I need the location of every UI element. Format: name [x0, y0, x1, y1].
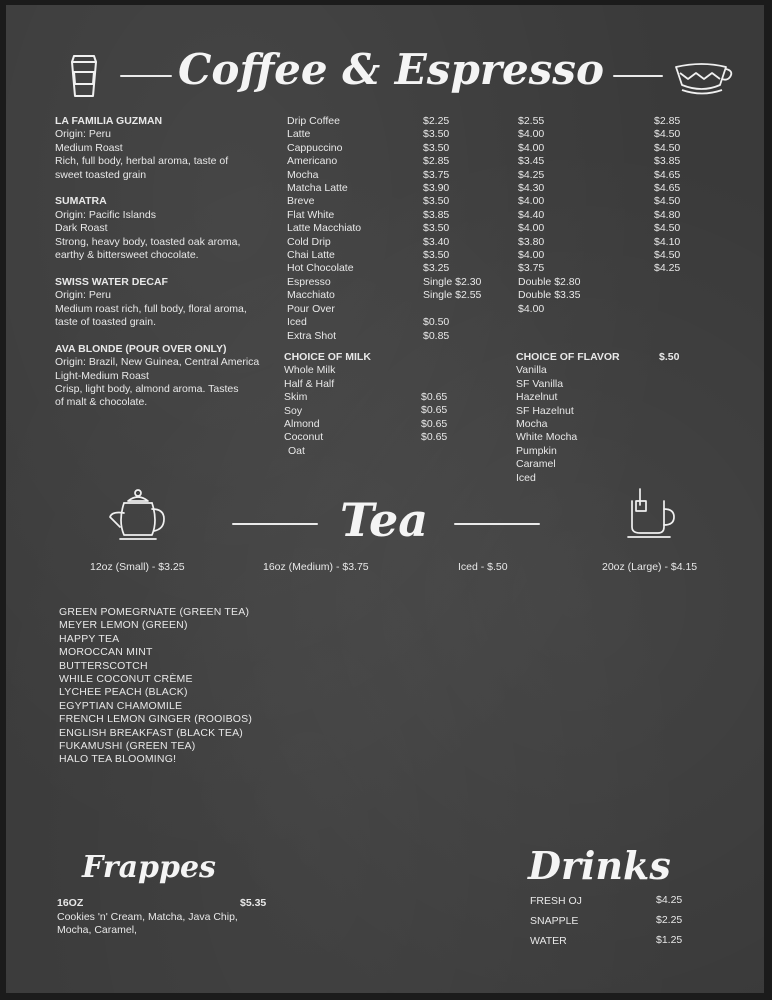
to-go-cup-icon: [66, 52, 102, 100]
flavor-item: Caramel: [516, 458, 556, 471]
bean-list: [55, 115, 259, 410]
drink-price: $4.00: [518, 128, 545, 141]
frappe-price: $5.35: [240, 897, 267, 909]
drink-price: $4.65: [654, 182, 681, 195]
milk-item: Soy: [284, 404, 303, 417]
tea-item: MEYER LEMON (GREEN): [59, 619, 188, 632]
bean-detail: Light-Medium Roast: [55, 369, 149, 382]
drink-name: Pour Over: [287, 302, 335, 315]
drink-price: $3.80: [518, 235, 545, 248]
drink-name: Flat White: [287, 208, 335, 221]
milk-price: $0.65: [421, 417, 448, 430]
drink-price: $4.50: [654, 141, 681, 154]
flavor-price: $.50: [659, 351, 680, 363]
drink-price: $4.50: [654, 195, 681, 208]
milk-item: Whole Milk: [284, 364, 336, 377]
drink-price: $4.80: [654, 208, 681, 221]
drink-name: Cold Drip: [287, 235, 331, 248]
drink-price: $3.75: [423, 168, 450, 181]
drink-price: $3.45: [518, 155, 545, 168]
flavor-column: [516, 351, 620, 485]
large-price-column: [654, 115, 680, 276]
drink-price: $4.00: [518, 222, 545, 235]
drink-item: SNAPPLE: [530, 915, 579, 927]
drink-name: Espresso: [287, 275, 331, 288]
tea-item: GREEN POMEGRNATE (GREEN TEA): [59, 606, 250, 618]
drink-price: $4.50: [654, 222, 681, 235]
drink-name-column: [287, 115, 361, 343]
coffee-title: Coffee & Espresso: [178, 45, 604, 94]
drink-price: $3.90: [423, 182, 450, 195]
flavor-item: Iced: [516, 471, 536, 484]
bean-detail: Crisp, light body, almond aroma. Tastes: [55, 383, 239, 396]
drink-name: Cappuccino: [287, 141, 343, 154]
drink-price: $2.25: [423, 115, 450, 127]
bean-detail: Origin: Pacific Islands: [55, 208, 156, 221]
tea-size: 20oz (Large) - $4.15: [602, 561, 698, 573]
bean-name: LA FAMILIA GUZMAN: [55, 115, 163, 127]
drink-name: Extra Shot: [287, 329, 337, 342]
drink-name: Breve: [287, 195, 315, 208]
drink-price: $2.55: [518, 115, 545, 127]
drink-item-price: $1.25: [656, 934, 683, 946]
small-price-column: [423, 115, 481, 343]
tea-title-rule-left: [232, 523, 318, 525]
milk-item: Skim: [284, 391, 308, 404]
tea-size: 12oz (Small) - $3.25: [90, 561, 185, 573]
drink-price: $4.00: [518, 141, 545, 154]
milk-item: Almond: [284, 418, 320, 431]
flavor-item: White Mocha: [516, 431, 578, 444]
milk-price: $0.65: [421, 404, 448, 417]
bean-detail: Origin: Peru: [55, 289, 112, 302]
bean-name: SUMATRA: [55, 195, 107, 208]
medium-price-column: [518, 115, 580, 316]
bean-detail: Medium roast rich, full body, floral aroma,: [55, 302, 247, 315]
menu-board: [6, 5, 764, 993]
drink-price: $4.50: [654, 128, 681, 141]
tea-list: [59, 606, 252, 767]
frappe-size: 16OZ: [57, 897, 84, 909]
drink-name: Latte Macchiato: [287, 222, 362, 235]
tea-item: FUKAMUSHI (GREEN TEA): [59, 740, 196, 753]
drink-price: $3.50: [423, 128, 450, 141]
tea-cup-icon: [626, 487, 678, 545]
drink-price: $3.50: [423, 141, 450, 154]
milk-column: [284, 351, 371, 458]
frappe-flavors: Mocha, Caramel,: [57, 924, 137, 936]
frappe-flavors: Cookies 'n' Cream, Matcha, Java Chip,: [57, 911, 238, 923]
coffee-title-rule-left: [120, 75, 172, 77]
drink-item: WATER: [530, 935, 567, 947]
drink-price: $3.50: [423, 222, 450, 235]
milk-price: $0.65: [421, 391, 448, 403]
bean-detail: Rich, full body, herbal aroma, taste of: [55, 155, 229, 168]
bean-detail: earthy & bittersweet chocolate.: [55, 249, 199, 262]
flavor-item: Vanilla: [516, 364, 547, 377]
drink-price: $2.85: [654, 115, 681, 127]
tea-item: HALO TEA BLOOMING!: [59, 753, 177, 766]
drink-price: $3.25: [423, 262, 450, 275]
bean-detail: of malt & chocolate.: [55, 396, 148, 409]
bean-detail: Origin: Brazil, New Guinea, Central America: [55, 356, 260, 369]
drink-price: $3.85: [423, 208, 450, 221]
drink-name: Mocha: [287, 168, 319, 181]
bean-detail: taste of toasted grain.: [55, 316, 156, 329]
tea-item: ENGLISH BREAKFAST (BLACK TEA): [59, 726, 243, 739]
drink-price: $4.10: [654, 235, 681, 248]
drink-price: $2.85: [423, 155, 450, 168]
drink-name: Americano: [287, 155, 338, 168]
drink-name: Iced: [287, 316, 307, 329]
tea-item: WHILE COCONUT CRÈME: [59, 673, 193, 686]
drink-price: $3.40: [423, 235, 450, 248]
flavor-item: Mocha: [516, 418, 548, 431]
flavor-item: SF Vanilla: [516, 377, 564, 390]
bean-detail: Dark Roast: [55, 222, 108, 235]
drink-price: $4.50: [654, 249, 681, 262]
flavor-item: Pumpkin: [516, 444, 557, 457]
drink-item-price: $4.25: [656, 894, 683, 906]
drink-price: $3.75: [518, 262, 545, 275]
drink-price: $3.50: [423, 195, 450, 208]
bean-name: SWISS WATER DECAF: [55, 275, 168, 288]
drink-price: $4.00: [518, 302, 545, 315]
coffee-title-rule-right: [613, 75, 663, 77]
milk-price: $0.65: [421, 431, 448, 444]
flavor-item: Hazelnut: [516, 391, 558, 404]
tea-item: MOROCCAN MINT: [59, 646, 153, 659]
milk-item: Coconut: [284, 431, 324, 444]
bean-name: AVA BLONDE (POUR OVER ONLY): [55, 342, 227, 355]
tea-item: EGYPTIAN CHAMOMILE: [59, 699, 183, 712]
tea-size: Iced - $.50: [458, 561, 508, 573]
drink-name: Matcha Latte: [287, 182, 348, 195]
bean-detail: sweet toasted grain: [55, 168, 147, 181]
drink-name: Chai Latte: [287, 249, 335, 262]
frappes-title: Frappes: [82, 850, 216, 885]
bean-detail: Medium Roast: [55, 141, 123, 154]
drink-price: $4.40: [518, 208, 545, 221]
drink-price: Double $3.35: [518, 289, 581, 302]
drink-name: Latte: [287, 128, 311, 141]
tea-title: Tea: [340, 493, 429, 547]
tea-size: 16oz (Medium) - $3.75: [263, 561, 369, 573]
drink-name: Hot Chocolate: [287, 262, 354, 275]
drink-price: Single $2.30: [423, 275, 482, 288]
drink-price: $4.00: [518, 195, 545, 208]
tea-item: LYCHEE PEACH (BLACK): [59, 686, 188, 699]
drink-name: Macchiato: [287, 289, 335, 302]
drink-price: $0.85: [423, 329, 450, 342]
drink-price: Single $2.55: [423, 289, 482, 302]
milk-price-column: [421, 391, 447, 445]
tea-item: HAPPY TEA: [59, 632, 120, 645]
drink-name: Drip Coffee: [287, 115, 340, 127]
drinks-title: Drinks: [528, 843, 671, 888]
milk-item: Half & Half: [284, 377, 335, 390]
tea-title-rule-right: [454, 523, 540, 525]
bean-detail: Origin: Peru: [55, 128, 112, 141]
bean-detail: Strong, heavy body, toasted oak aroma,: [55, 235, 241, 248]
drink-price: Double $2.80: [518, 275, 581, 288]
drink-item-price: $2.25: [656, 914, 683, 926]
drink-price: $4.25: [518, 168, 545, 181]
drink-price: $4.00: [518, 249, 545, 262]
drink-price: $0.50: [423, 316, 450, 329]
drink-price: $4.25: [654, 262, 681, 275]
flavor-item: SF Hazelnut: [516, 404, 574, 417]
drink-price: $3.85: [654, 155, 681, 168]
teapot-icon: [106, 487, 170, 547]
drink-price: $4.65: [654, 168, 681, 181]
teacup-icon: [670, 57, 734, 97]
tea-item: BUTTERSCOTCH: [59, 659, 148, 672]
drink-price: [423, 303, 481, 316]
flavor-heading: CHOICE OF FLAVOR: [516, 351, 620, 363]
drink-price: $3.50: [423, 249, 450, 262]
milk-item: Oat: [288, 444, 305, 457]
milk-heading: CHOICE OF MILK: [284, 351, 371, 363]
drink-item: FRESH OJ: [530, 895, 582, 907]
drink-price: $4.30: [518, 182, 545, 195]
tea-item: FRENCH LEMON GINGER (ROOIBOS): [59, 713, 253, 726]
